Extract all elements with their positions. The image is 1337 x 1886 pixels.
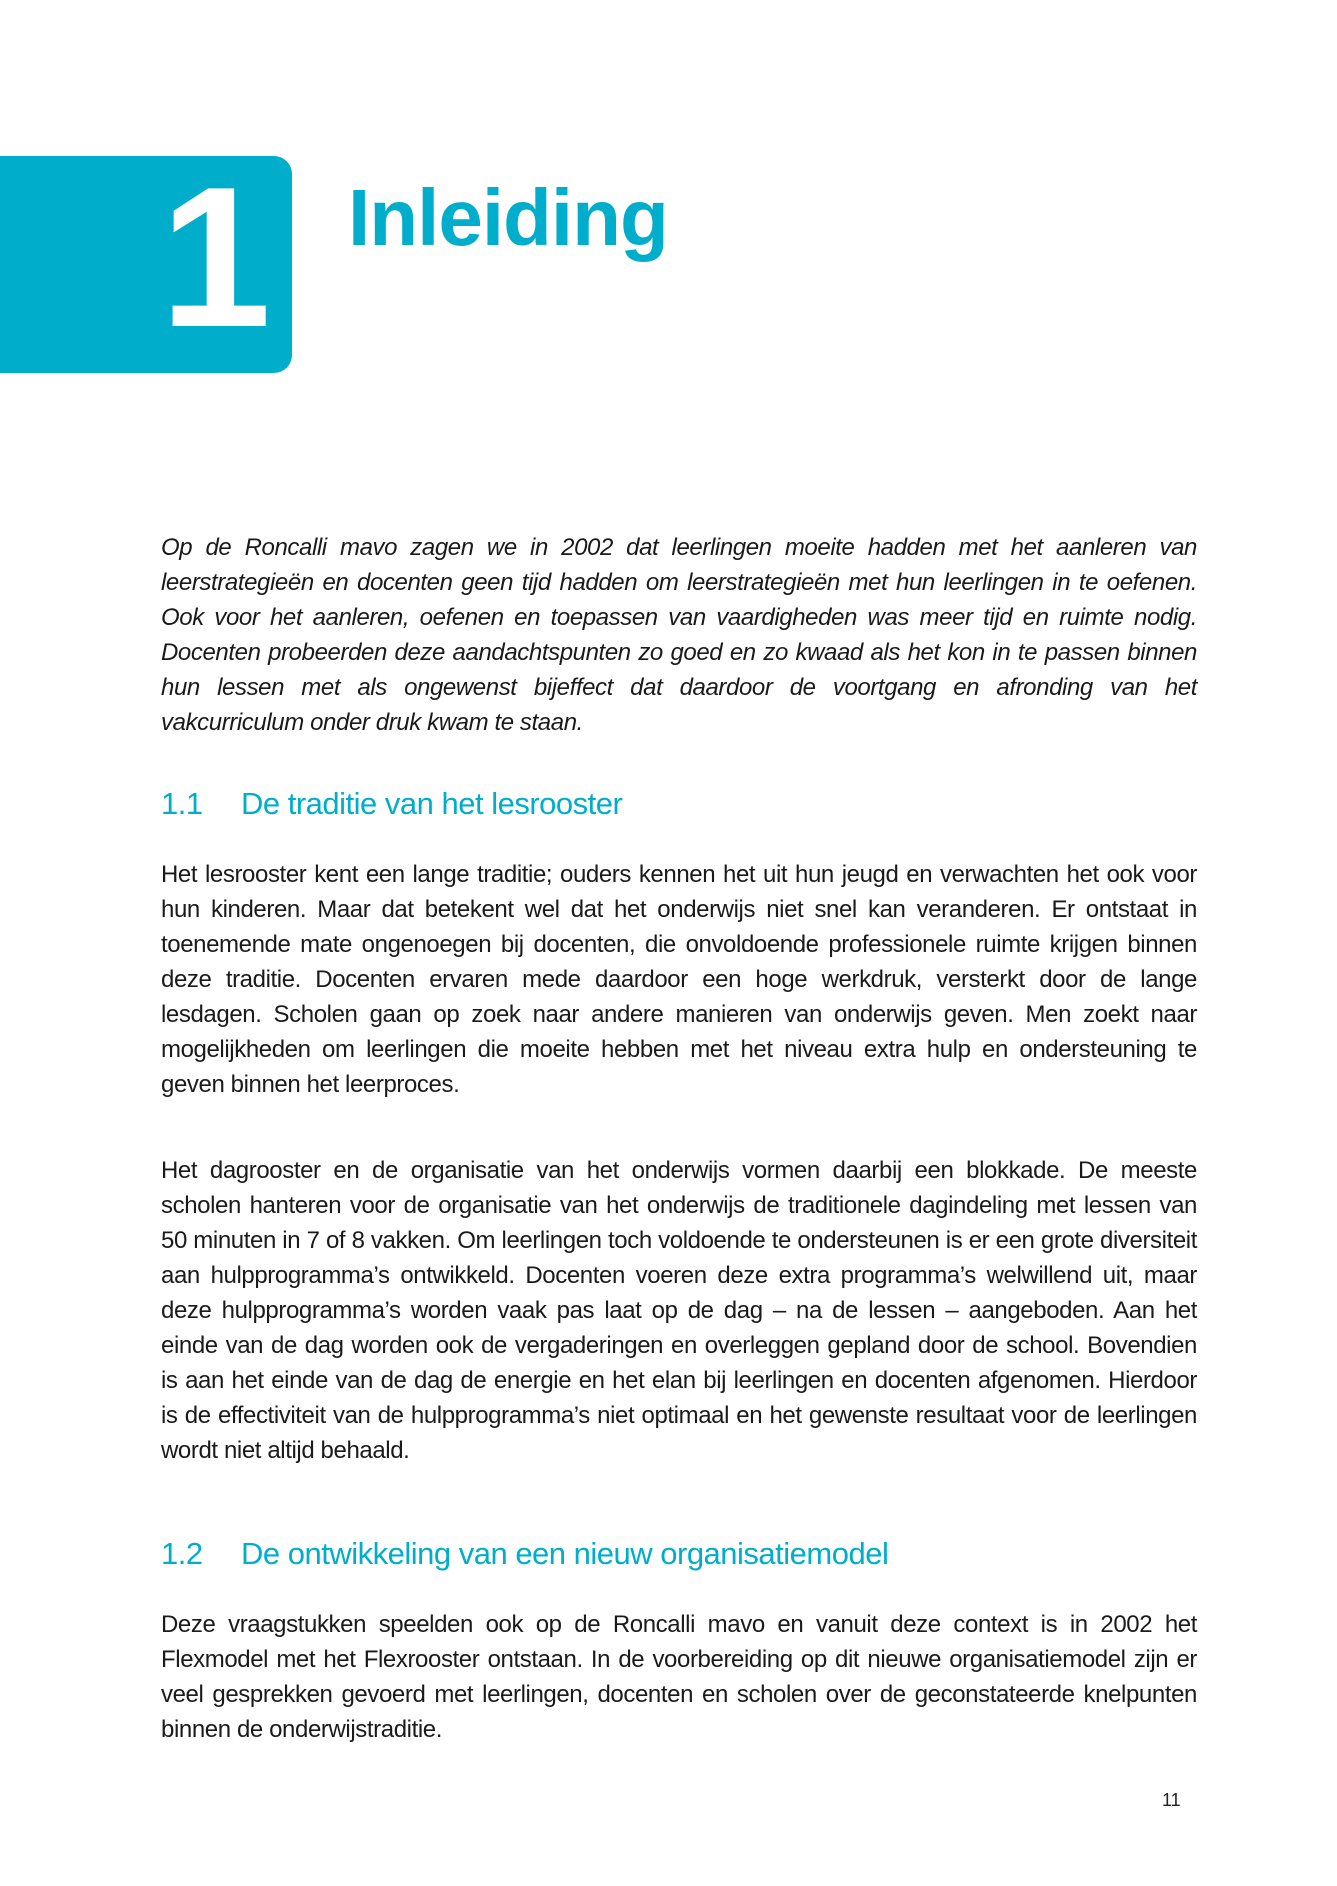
section-1-2-paragraph-1 (161, 1607, 1197, 1747)
section-heading-1-2 (161, 1538, 888, 1569)
section-title: De ontwikkeling van een nieuw organisatiemodel (241, 1536, 889, 1571)
paragraph-text: Deze vraagstukken speelden ook op de Roncalli mavo en vanuit deze context is in 2002 het Flexmodel met het Flexrooster ontstaan. In de voorbereiding op dit nieuwe organisatiemodel zijn er veel gesprekken gevoerd met leerlingen, docenten en scholen over de geconstateerde knelpunten binnen de onderwijstraditie. (161, 1611, 1197, 1743)
section-1-1-paragraph-2 (161, 1153, 1197, 1468)
section-heading-1-1 (161, 788, 622, 819)
section-1-1-paragraph-1 (161, 857, 1197, 1102)
section-title: De traditie van het lesrooster (241, 786, 623, 821)
intro-paragraph (161, 530, 1197, 740)
chapter-title: Inleiding (348, 173, 668, 262)
page-number: 11 (1162, 1790, 1181, 1810)
paragraph-text: Het lesrooster kent een lange traditie; ouders kennen het uit hun jeugd en verwachten het ook voor hun kinderen. Maar dat betekent wel dat het onderwijs niet snel kan veranderen. Er ontstaat in toenemende mate ongenoegen bij docenten, die onvoldoende professionele ruimte krijgen binnen deze traditie. Docenten ervaren mede daardoor een hoge werkdruk, versterkt door de lange lesdagen. Scholen gaan op zoek naar andere manieren van onderwijs geven. Men zoekt naar mogelijkheden om leerlingen die moeite hebben met het niveau extra hulp en ondersteuning te geven binnen het leerproces. (161, 861, 1197, 1098)
intro-text: Op de Roncalli mavo zagen we in 2002 dat leerlingen moeite hadden met het aanleren van leerstrategieën en docenten geen tijd hadden om leerstrategieën met hun leerlingen in te oefenen. Ook voor het aanleren, oefenen en toepassen van vaardigheden was meer tijd en ruimte nodig. Docenten probeerden deze aandachtspunten zo goed en zo kwaad als het kon in te passen binnen hun lessen met als ongewenst bijeffect dat daardoor de voortgang en afronding van het vakcurriculum onder druk kwam te staan. (161, 534, 1197, 736)
chapter-number: 1 (160, 146, 268, 369)
section-number: 1.2 (161, 1536, 203, 1571)
section-number: 1.1 (161, 786, 203, 821)
paragraph-text: Het dagrooster en de organisatie van het onderwijs vormen daarbij een blokkade. De meeste scholen hanteren voor de organisatie van het onderwijs de traditionele dagindeling met lessen van 50 minuten in 7 of 8 vakken. Om leerlingen toch voldoende te ondersteunen is er een grote diversiteit aan hulpprogramma’s ontwikkeld. Docenten voeren deze extra programma’s welwillend uit, maar deze hulpprogramma’s worden vaak pas laat op de dag – na de lessen – aangeboden. Aan het einde van de dag worden ook de vergaderingen en overleggen gepland door de school. Bovendien is aan het einde van de dag de energie en het elan bij leerlingen en docenten afgenomen. Hierdoor is de effectiviteit van de hulpprogramma’s niet optimaal en het gewenste resultaat voor de leerlingen wordt niet altijd behaald. (161, 1157, 1197, 1464)
